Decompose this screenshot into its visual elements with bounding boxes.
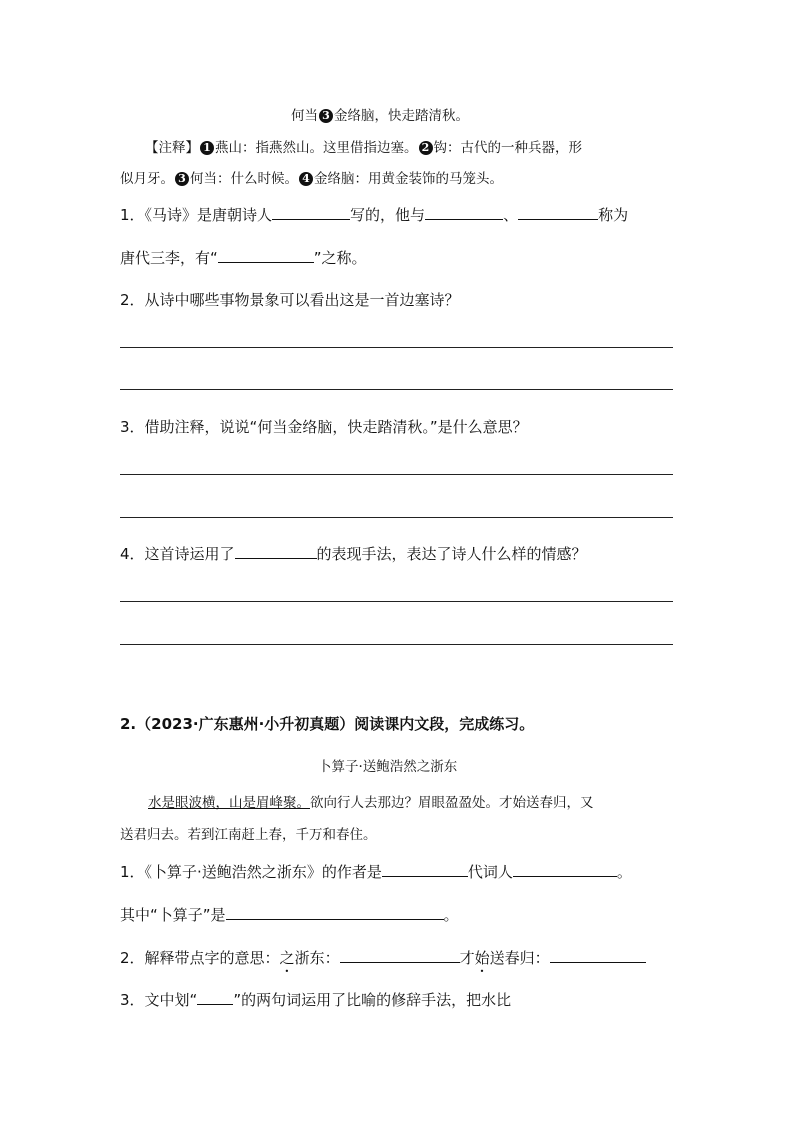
answer-blank[interactable] — [272, 204, 350, 220]
question-text: ”之称。 — [313, 249, 367, 267]
answer-line[interactable] — [120, 601, 673, 602]
question-3: 3．借助注释，说说“何当金络脑，快走踏清秋。”是什么意思？ — [120, 418, 528, 436]
answer-line[interactable] — [120, 517, 673, 518]
s2-question-2 — [120, 947, 646, 976]
note-text: 何当：什么时候。 — [190, 171, 298, 187]
answer-blank[interactable] — [235, 543, 317, 559]
question-text: 写的，他与 — [350, 206, 426, 224]
question-text: 才 — [459, 949, 475, 967]
answer-blank[interactable] — [382, 861, 468, 877]
question-1-line-2 — [120, 247, 367, 268]
answer-blank[interactable] — [218, 247, 314, 263]
question-text: 、 — [503, 206, 519, 224]
answer-blank[interactable] — [226, 904, 444, 920]
question-text: 3．文中划“ — [120, 991, 198, 1009]
note-text: 钩：古代的一种兵器，形 — [433, 140, 582, 156]
poem-text: 何当 — [291, 108, 318, 124]
answer-blank[interactable] — [425, 204, 503, 220]
note-marker: 1 — [200, 141, 214, 155]
question-4 — [120, 543, 587, 564]
underline-sample — [197, 989, 233, 1005]
note-text: 金络脑：用黄金装饰的马笼头。 — [314, 171, 503, 187]
answer-line[interactable] — [120, 389, 673, 390]
question-text: 2．解释带点字的意思： — [120, 949, 280, 967]
notes-label: 【注释】 — [145, 140, 199, 156]
question-1-line-1 — [120, 204, 628, 225]
note-marker: 3 — [319, 109, 333, 123]
dotted-char: 始 — [474, 949, 490, 967]
answer-blank[interactable] — [550, 947, 646, 963]
question-text: 的表现手法，表达了诗人什么样的情感？ — [316, 545, 587, 563]
answer-line[interactable] — [120, 474, 673, 475]
poem-line-1 — [148, 791, 594, 811]
question-2: 2．从诗中哪些事物景象可以看出这是一首边塞诗？ — [120, 291, 460, 309]
notes-line-2 — [120, 167, 503, 187]
question-text: 4．这首诗运用了 — [120, 545, 235, 563]
answer-blank[interactable] — [340, 947, 460, 963]
question-text: 送春归： — [489, 949, 550, 967]
note-marker: 4 — [299, 172, 313, 186]
question-text: 唐代三李，有“ — [120, 249, 218, 267]
question-text: ”的两句词运用了比喻的修辞手法，把水比 — [233, 991, 512, 1009]
s2-question-3 — [120, 989, 511, 1010]
note-text: 似月牙。 — [120, 171, 174, 187]
question-text: 1．《卜算子·送鲍浩然之浙东》的作者是 — [120, 863, 382, 881]
poem-text: 金络脑，快走踏清秋。 — [334, 108, 469, 124]
question-text: 称为 — [598, 206, 629, 224]
note-marker: 3 — [175, 172, 189, 186]
answer-blank[interactable] — [513, 861, 617, 877]
underlined-sentence: 水是眼波横，山是眉峰聚。 — [148, 795, 310, 811]
question-text: 。 — [443, 906, 459, 924]
answer-line[interactable] — [120, 644, 673, 645]
poem-line-2: 送君归去。若到江南赶上春，千万和春住。 — [120, 827, 377, 843]
s2-question-1-line-1 — [120, 861, 632, 882]
notes-line-1 — [145, 136, 582, 156]
question-text: 。 — [616, 863, 632, 881]
dotted-char: 之 — [279, 949, 295, 967]
question-text: 浙东： — [294, 949, 340, 967]
poem-text: 欲向行人去那边？眉眼盈盈处。才始送春归，又 — [310, 795, 594, 811]
poem-title: 卜算子·送鲍浩然之浙东 — [318, 759, 458, 775]
question-text: 其中“卜算子”是 — [120, 906, 226, 924]
section-2-heading: 2.（2023·广东惠州·小升初真题）阅读课内文段，完成练习。 — [120, 715, 535, 733]
s2-question-1-line-2 — [120, 904, 459, 925]
question-text: 1．《马诗》是唐朝诗人 — [120, 206, 273, 224]
answer-line[interactable] — [120, 347, 673, 348]
note-marker: 2 — [419, 141, 433, 155]
poem-last-line — [291, 104, 469, 124]
note-text: 燕山：指燕然山。这里借指边塞。 — [215, 140, 418, 156]
answer-blank[interactable] — [518, 204, 598, 220]
question-text: 代词人 — [467, 863, 513, 881]
